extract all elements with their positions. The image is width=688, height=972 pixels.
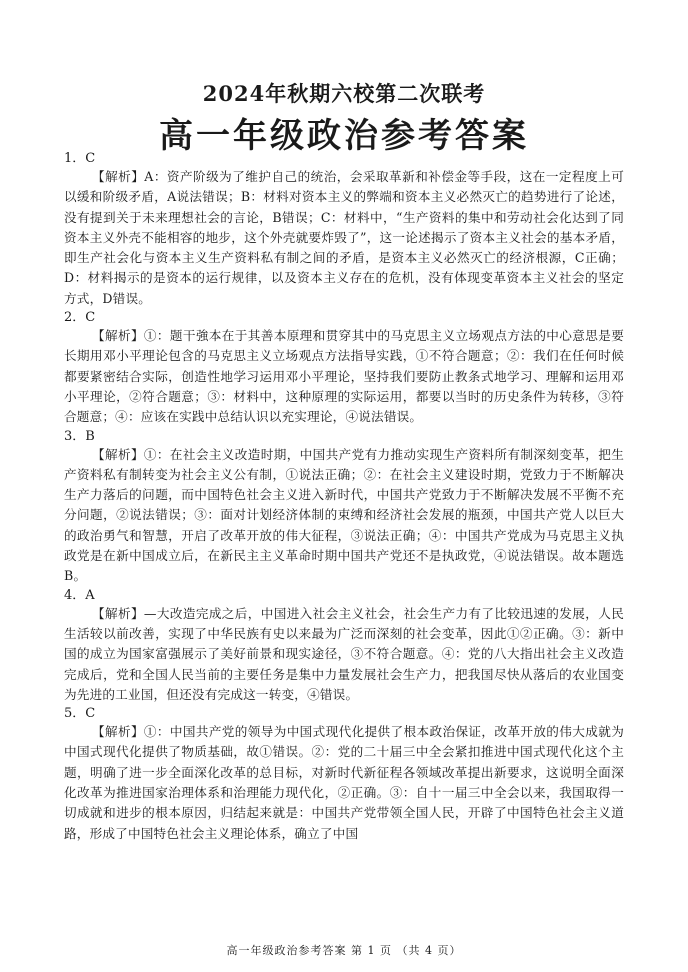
document-title: 高一年级政治参考答案 [159, 116, 529, 156]
answers-body [64, 150, 624, 844]
question-number-3: 3．B [64, 428, 95, 444]
question-number-2: 2．C [64, 310, 96, 326]
question-number-1: 1．C [64, 151, 96, 166]
question-explanation-2: 【解析】①：题干強本在于其善本原理和贯穿其中的马克思主义立场观点方法的中心意思是要长期用邓小平理论包含的马克思主义立场观点方法指导实践，①不符合题意；②：我们在任何时候都要紧密结合实际，创造性地学习运用邓小平理论，坚持我们要防止教条式地学习、理解和运用邓小平理论，②符合题意；③：材料中，这种原理的实际运用，都要以当时的历史条件为转移，③符合题意；④：应该在实践中总结认识以充实理论，④说法错误。 [64, 328, 624, 425]
question-explanation-3: 【解析】①：在社会主义改造时期，中国共产党有力推动实现生产资料所有制深刻变革，把生产资料私有制转变为社会主义公有制，①说法正确；②：在社会主义建设时期，党致力于不断解决生产力落后的问题，而中国特色社会主义进入新时代，中国共产党致力于不断解决发展不平衡不充分问题，②说法错误；③：面对计划经济体制的束缚和经济社会发展的瓶颈，中国共产党人以巨大的政治勇气和智慧，开启了改革开放的伟大征程，③说法正确；④：中国共产党成为马克思主义执政党是在新中国成立后，在新民主主义革命时期中国共产党还不是执政党，④说法错误。故本题选B。 [64, 446, 624, 584]
exam-title: 2024年秋期六校第二次联考 [202, 81, 486, 106]
question-explanation-1: 【解析】A：资产阶级为了维护自己的统治，会采取革新和补偿金等手段，这在一定程度上可以缓和阶级矛盾，A说法错误；B：材料对资本主义的弊端和资本主义必然灭亡的趋势进行了论述，没有提到关于未来理想社会的言论，B错误；C：材料中，“生产资料的集中和劳动社会化达到了同资本主义外壳不能相容的地步，这个外壳就要炸毁了”，这一论述揭示了资本主义社会的基本矛盾，即生产社会化与资本主义生产资料私有制之间的矛盾，是资本主义必然灭亡的经济根源，C正确；D：材料揭示的是资本的运行规律，以及资本主义存在的危机，没有体现变革资本主义社会的坚定方式，D错误。 [64, 169, 624, 306]
question-number-4: 4．A [64, 587, 95, 603]
question-number-5: 5．C [64, 706, 96, 722]
question-explanation-4: 【解析】—大改造完成之后，中国进入社会主义社会，社会生产力有了比较迅速的发展，人民生活较以前改善，实现了中华民族有史以来最为广泛而深刻的社会变革，因此①②正确。③：新中国的成立为国家富强展示了美好前景和现实途径，③不符合题意。④：党的八大指出社会主义改造完成后，党和全国人民当前的主要任务是集中力量发展社会生产力，把我国尽快从落后的农业国变为先进的工业国，但还没有完成这一转变，④错误。 [64, 605, 624, 702]
page-footer: 高一年级政治参考答案 第 1 页 （共 4 页） [226, 944, 462, 957]
question-explanation-5: 【解析】①：中国共产党的领导为中国式现代化提供了根本政治保证，改革开放的伟大成就为中国式现代化提供了物质基础，故①错误。②：党的二十届三中全会紧扣推进中国式现代化这个主题，明确了进一步全面深化改革的总目标，对新时代新征程各领域改革提出新要求，这说明全面深化改革为推进国家治理体系和治理能力现代化，②正确。③：自十一届三中全会以来，我国取得一切成就和进步的根本原因，归结起来就是：中国共产党带领全国人民，开辟了中国特色社会主义道路，形成了中国特色社会主义理论体系，确立了中国 [64, 724, 624, 841]
